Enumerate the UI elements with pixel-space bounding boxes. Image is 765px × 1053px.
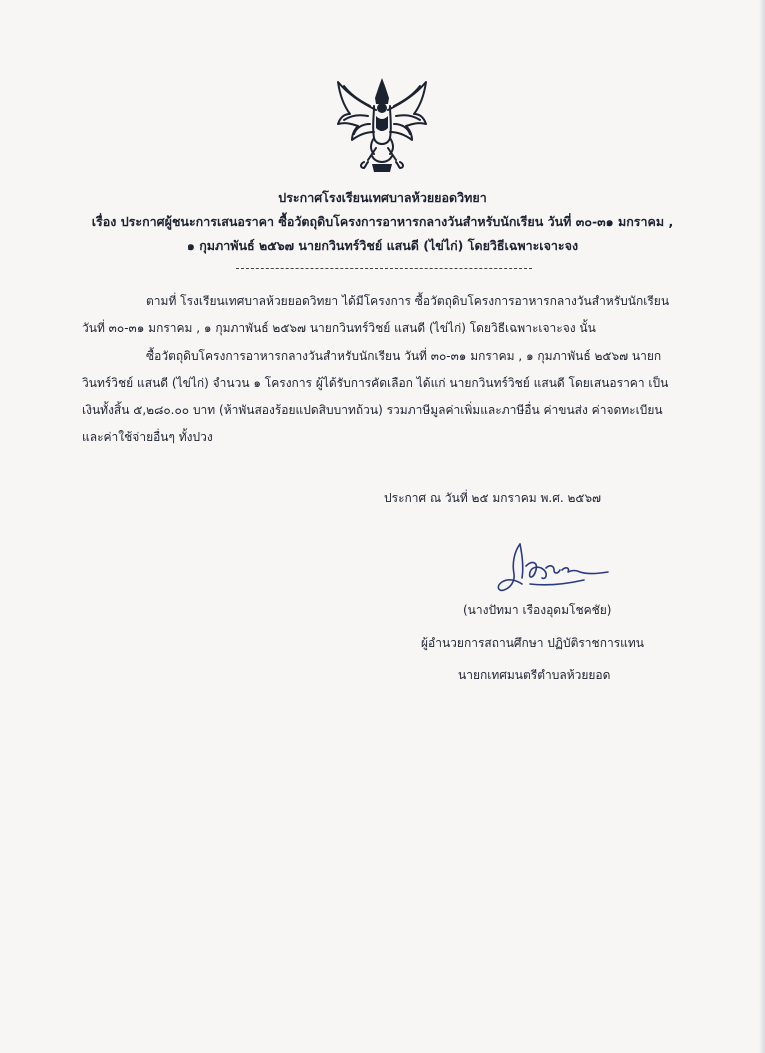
signature-scribble <box>486 540 612 598</box>
paragraph-1-line-1: ตามที่ โรงเรียนเทศบาลห้วยยอดวิทยา ได้มีโครงการ ซื้อวัตถุดิบโครงการอาหารกลางวันสำหรับนักเรียน <box>146 294 670 308</box>
dashed-divider <box>236 268 532 269</box>
announcement-date: ประกาศ ณ วันที่ ๒๕ มกราคม พ.ศ. ๒๕๖๗ <box>384 491 602 505</box>
subject-line-2: ๑ กุมภาพันธ์ ๒๕๖๗ นายกวินทร์วิชย์ แสนดี (ไข่ไก่) โดยวิธีเฉพาะเจาะจง <box>186 238 579 253</box>
subject-line-1: เรื่อง ประกาศผู้ชนะการเสนอราคา ซื้อวัตถุดิบโครงการอาหารกลางวันสำหรับนักเรียน วันที่ ๓๐-๓๑ มกราคม , <box>91 214 674 229</box>
paragraph-2-line-1: ซื้อวัตถุดิบโครงการอาหารกลางวันสำหรับนักเรียน วันที่ ๓๐-๓๑ มกราคม , ๑ กุมภาพันธ์ ๒๕๖๗ นายก <box>146 349 662 363</box>
signatory-name: (นางปัทมา เรืองอุดมโชคชัย) <box>463 603 612 617</box>
signatory-on-behalf-of: นายกเทศมนตรีตำบลห้วยยอด <box>458 668 611 682</box>
signatory-position: ผู้อำนวยการสถานศึกษา ปฏิบัติราชการแทน <box>421 636 644 650</box>
paragraph-2-line-3: เงินทั้งสิ้น ๕,๒๘๐.๐๐ บาท (ห้าพันสองร้อยแปดสิบบาทถ้วน) รวมภาษีมูลค่าเพิ่มและภาษีอื่น ค่าขนส่ง ค่าจดทะเบียน <box>82 403 663 417</box>
paragraph-2-line-4: และค่าใช้จ่ายอื่นๆ ทั้งปวง <box>82 430 213 444</box>
paragraph-1-line-2: วันที่ ๓๐-๓๑ มกราคม , ๑ กุมภาพันธ์ ๒๕๖๗ นายกวินทร์วิชย์ แสนดี (ไข่ไก่) โดยวิธีเฉพาะเจาะจง นั้น <box>82 321 596 335</box>
paragraph-2-line-2: วินทร์วิชย์ แสนดี (ไข่ไก่) จำนวน ๑ โครงการ ผู้ได้รับการคัดเลือก ได้แก่ นายกวินทร์วิชย์ แสนดี โดยเสนอราคา เป็น <box>82 376 669 390</box>
page-edge-shadow <box>759 0 765 1053</box>
document-title: ประกาศโรงเรียนเทศบาลห้วยยอดวิทยา <box>278 190 487 205</box>
garuda-emblem <box>330 76 434 176</box>
